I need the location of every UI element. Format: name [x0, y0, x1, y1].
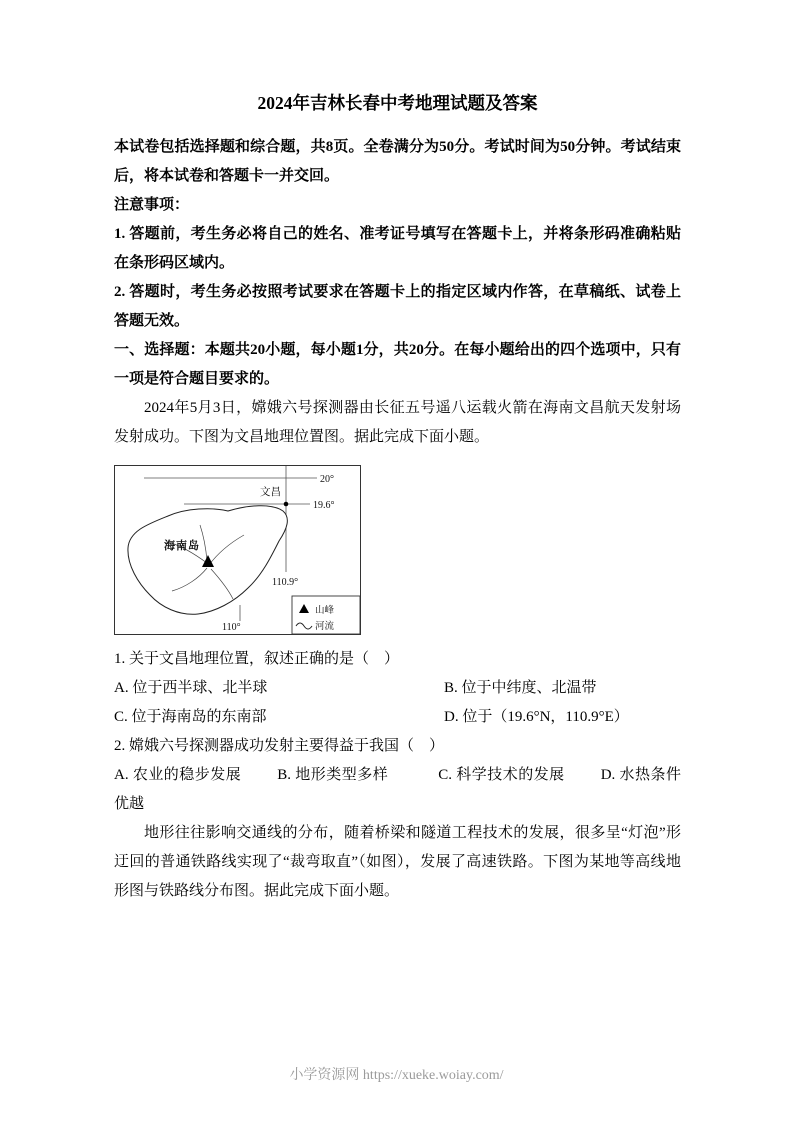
wenchang-label: 文昌: [260, 487, 281, 498]
q1-option-c: C. 位于海南岛的东南部: [114, 709, 267, 725]
question-1-stem: 1. 关于文昌地理位置，叙述正确的是（ ）: [114, 651, 400, 667]
q1-option-d: D. 位于（19.6°N，110.9°E）: [444, 709, 629, 725]
q2-option-b: B. 地形类型多样: [277, 767, 389, 783]
passage-railway: 地形往往影响交通线的分布，随着桥梁和隧道工程技术的发展，很多呈“灯泡”形迂回的普通铁路线实现了“裁弯取直”（如图），发展了高速铁路。下图为某地等高线地形图与铁路线分布图。据此完成下面小题。: [114, 825, 681, 899]
question-2-options: [114, 761, 681, 819]
notice-item-2: 2. 答题时，考生务必按照考试要求在答题卡上的指定区域内作答，在草稿纸、试卷上答题无效。: [114, 284, 681, 329]
latitude-label-19-6: 19.6°: [313, 500, 335, 511]
island-label: 海南岛: [164, 540, 200, 552]
question-1-options: [114, 674, 681, 732]
notice-item-1: 1. 答题前，考生务必将自己的姓名、准考证号填写在答题卡上，并将条形码准确粘贴在条形码区域内。: [114, 226, 681, 271]
notice-heading: 注意事项：: [114, 197, 190, 213]
section1-heading: 一、选择题：本题共20小题，每小题1分，共20分。在每小题给出的四个选项中，只有一项是符合题目要求的。: [114, 342, 681, 387]
q1-option-b: B. 位于中纬度、北温带: [444, 680, 597, 696]
q1-option-a: A. 位于西半球、北半球: [114, 680, 268, 696]
latitude-label-20: 20°: [320, 474, 334, 485]
legend-peak-label: 山峰: [315, 606, 335, 616]
wenchang-location-map: [114, 465, 681, 635]
longitude-label-110-9: 110.9°: [272, 577, 299, 588]
legend-river-label: 河流: [315, 622, 335, 632]
passage-wenchang: 2024年5月3日，嫦娥六号探测器由长征五号遥八运载火箭在海南文昌航天发射场发射成功。下图为文昌地理位置图。据此完成下面小题。: [114, 400, 681, 445]
exam-paper: [114, 90, 681, 906]
exam-intro: 本试卷包括选择题和综合题，共8页。全卷满分为50分。考试时间为50分钟。考试结束后，将本试卷和答题卡一并交回。: [114, 139, 681, 184]
wenchang-dot: [284, 502, 289, 507]
hainan-map-figure: [114, 465, 361, 635]
q2-option-c: C. 科学技术的发展: [438, 767, 565, 783]
q2-option-d: D. 水热条件优越: [114, 767, 681, 812]
page-title: 2024年吉林长春中考地理试题及答案: [257, 93, 538, 113]
longitude-label-110: 110°: [222, 622, 241, 633]
question-2-stem: 2. 嫦娥六号探测器成功发射主要得益于我国（ ）: [114, 738, 445, 754]
footer-watermark: 小学资源网 https://xueke.woiay.com/: [289, 1068, 504, 1083]
q2-option-a: A. 农业的稳步发展: [114, 767, 242, 783]
